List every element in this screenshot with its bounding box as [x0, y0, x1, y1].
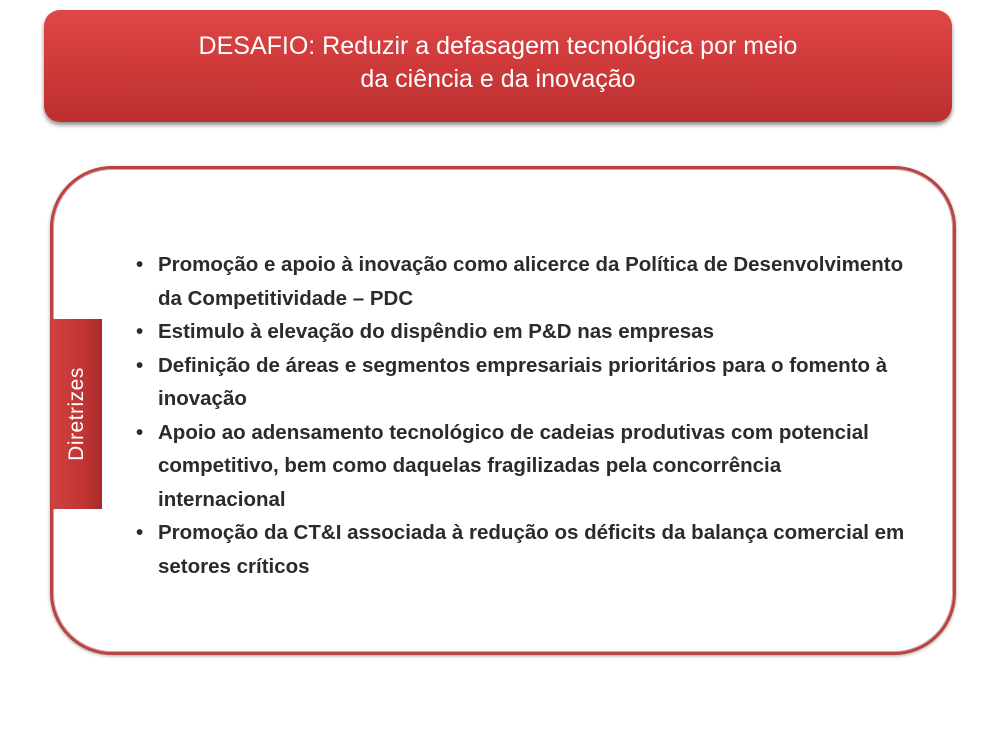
list-item: • Definição de áreas e segmentos empresariais prioritários para o fomento à inovação — [136, 349, 906, 416]
header-banner — [44, 10, 952, 122]
side-tab — [52, 319, 102, 509]
slide-title: DESAFIO: Reduzir a defasagem tecnológica por meio da ciência e da inovação — [198, 32, 798, 93]
list-item: • Promoção da CT&I associada à redução os déficits da balança comercial em setores críticos — [136, 516, 906, 583]
list-item: • Apoio ao adensamento tecnológico de cadeias produtivas com potencial competitivo, bem como daquelas fragilizadas pela concorrência internacional — [136, 416, 906, 517]
side-tab-label: Diretrizes — [65, 367, 88, 461]
guidelines-list — [136, 248, 906, 583]
list-item: • Promoção e apoio à inovação como alicerce da Política de Desenvolvimento da Competitividade – PDC — [136, 248, 906, 315]
list-item: • Estimulo à elevação do dispêndio em P&D nas empresas — [136, 315, 906, 349]
